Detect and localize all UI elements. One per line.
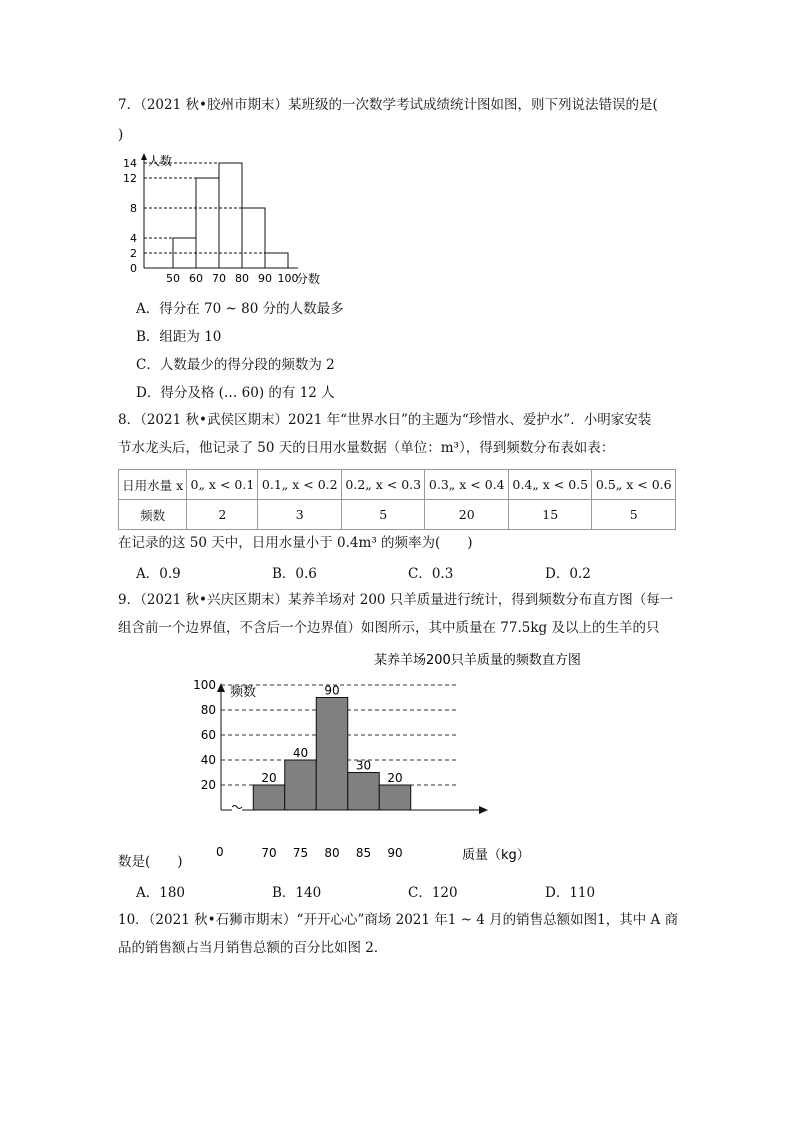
q10-stem-line2: 品的销售额占当月销售总额的百分比如图 2． [118,940,388,956]
chart-title: 某养羊场200只羊质量的频数直方图 [374,653,581,668]
q9-stem-line2: 组含前一个边界值，不含后一个边界值）如图所示，其中质量在 77.5kg 及以上的生羊的只 [118,620,660,636]
q9-stem-line1: 9．（2021 秋•兴庆区期末）某养羊场对 200 只羊质量进行统计，得到频数分布直方图（每一 [118,592,674,608]
histogram-bar [316,698,348,811]
x-tick-label: 80 [324,846,340,860]
x-tick-label: 70 [212,272,226,285]
histogram-bar [379,785,411,810]
q9-option-c[interactable]: C．120 [408,885,458,901]
y-tick-label: 8 [130,202,137,215]
q8-stem-line3: 在记录的这 50 天中，日用水量小于 0.4m³ 的频率为( ) [118,535,473,551]
table-row [119,470,676,500]
x-tick-label: 100 [277,272,299,285]
q7-option-d[interactable]: D．得分及格 (… 60) 的有 12 人 [136,385,335,401]
bar-data-label: 30 [355,758,372,773]
x-tick-label: 60 [189,272,203,285]
bar-data-label: 90 [324,683,340,698]
q8-option-a[interactable]: A．0.9 [136,566,181,582]
table-range-cell: 0„ x < 0.1 [187,470,258,500]
y-tick-label: 80 [200,703,216,717]
q10-stem-line1: 10．（2021 秋•石狮市期末）“开开心心”商场 2021 年1 ~ 4 月的销售总额如图1，其中 A 商 [118,912,679,928]
histogram-bar [196,178,219,268]
q7-stem-line1: 7．（2021 秋•胶州市期末）某班级的一次数学考试成绩统计图如图，则下列说法错误的是( [118,97,658,113]
x-tick-label: 50 [166,272,180,285]
q8-frequency-table [118,469,676,530]
y-tick-label: 100 [193,678,216,692]
table-range-cell: 0.2„ x < 0.3 [341,470,425,500]
q8-stem-line2: 节水龙头后，他记录了 50 天的日用水量数据（单位：m³），得到频数分布表如表： [118,440,615,456]
axis-break-mark [232,806,242,809]
x-tick-label: 90 [387,846,403,860]
y-tick-label: 12 [123,172,137,185]
table-range-cell: 0.3„ x < 0.4 [425,470,509,500]
table-count-cell: 5 [341,500,425,530]
table-range-cell: 0.5„ x < 0.6 [592,470,676,500]
y-axis-arrow [217,683,225,692]
histogram-bar [285,760,317,810]
table-count-cell: 15 [508,500,592,530]
x-tick-label: 75 [292,846,309,860]
q7-option-b[interactable]: B．组距为 10 [136,329,222,345]
table-count-cell: 2 [187,500,258,530]
q7-option-a[interactable]: A．得分在 70 ~ 80 分的人数最多 [136,301,344,317]
table-count-cell: 20 [425,500,509,530]
origin-label: 0 [216,845,224,859]
y-tick-label: 0 [130,262,137,275]
histogram-bar [348,773,380,811]
q9-stem-line3: 数是( ) [118,854,183,870]
histogram-bar [219,163,242,268]
y-axis-label: 频数 [230,685,257,700]
q8-option-d[interactable]: D．0.2 [545,566,591,582]
x-tick-label: 70 [261,846,277,860]
x-axis-label: 分数 [296,272,321,286]
y-tick-label: 2 [130,247,137,260]
table-count-cell: 5 [592,500,676,530]
q7-stem-line2: ) [118,127,124,143]
histogram-bar [253,785,285,810]
x-axis-arrow [479,806,488,814]
q7-histogram [120,150,350,290]
q9-option-b[interactable]: B．140 [272,885,322,901]
y-tick-label: 60 [200,728,216,742]
table-row [119,500,676,530]
bar-data-label: 40 [292,746,309,760]
q8-option-b[interactable]: B．0.6 [272,566,317,582]
y-tick-label: 40 [200,753,216,767]
y-tick-label: 20 [200,778,216,792]
q9-option-a[interactable]: A．180 [136,885,186,901]
bar-data-label: 20 [387,771,403,785]
table-range-cell: 0.4„ x < 0.5 [508,470,592,500]
y-axis-label: 人数 [148,154,173,168]
table-row-label: 频数 [119,500,187,530]
y-axis-arrow [141,153,147,160]
table-header-label: 日用水量 x [119,470,187,500]
q8-stem-line1: 8．（2021 秋•武侯区期末）2021 年“世界水日”的主题为“珍惜水、爱护水”．小明家安装 [118,412,652,428]
y-tick-label: 14 [123,157,137,170]
table-count-cell: 3 [258,500,342,530]
q7-option-c[interactable]: C．人数最少的得分段的频数为 2 [136,357,335,373]
bar-data-label: 20 [261,771,277,785]
histogram-bar [265,253,288,268]
x-axis-label: 质量（kg） [462,848,530,863]
x-tick-label: 90 [258,272,272,285]
q9-histogram [190,648,581,866]
q8-option-c[interactable]: C．0.3 [408,566,454,582]
y-tick-label: 4 [130,232,137,245]
x-tick-label: 80 [235,272,249,285]
x-tick-label: 85 [355,846,372,860]
q9-option-d[interactable]: D．110 [545,885,596,901]
table-range-cell: 0.1„ x < 0.2 [258,470,342,500]
histogram-bar [242,208,265,268]
